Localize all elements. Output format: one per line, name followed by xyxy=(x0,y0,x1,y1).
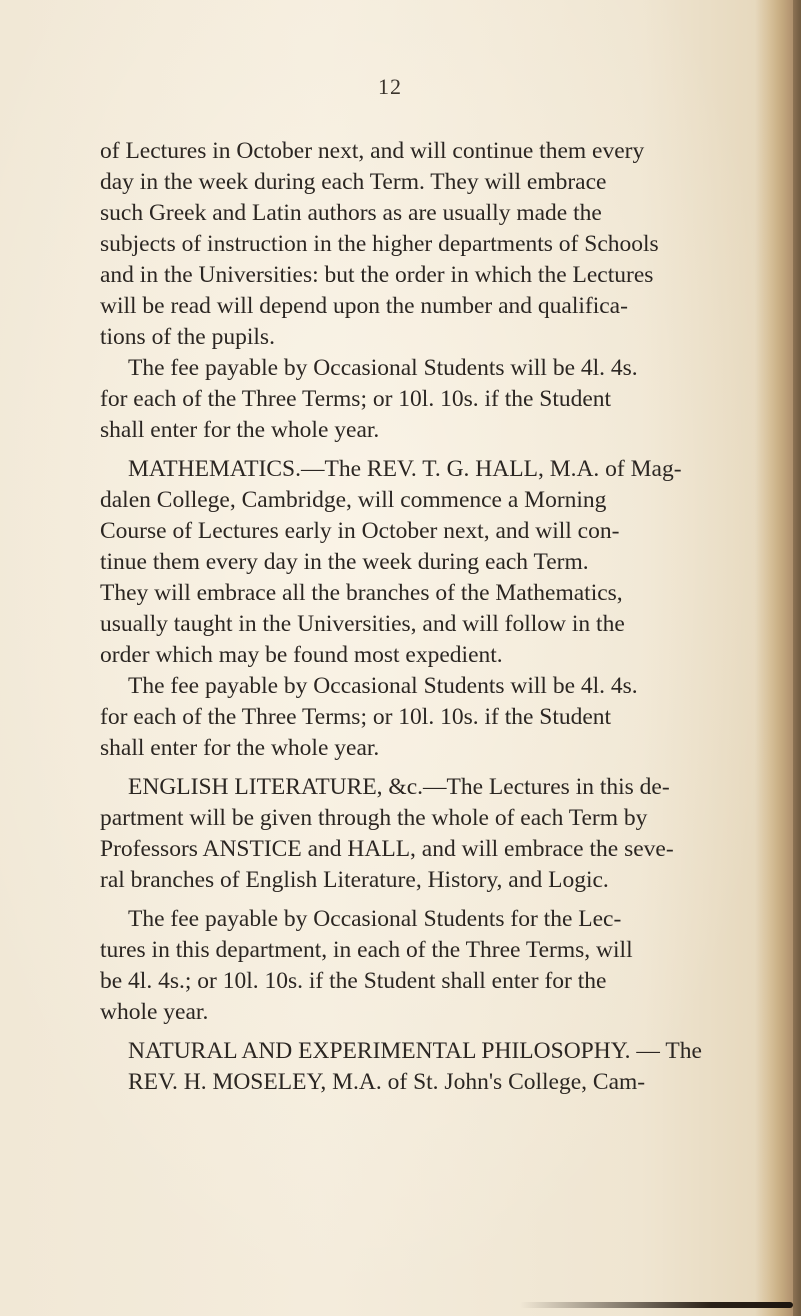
text-line: The fee payable by Occasional Students for the Lec- xyxy=(128,906,622,932)
text-line: for each of the Three Terms; or 10l. 10s. if the Student xyxy=(100,386,612,412)
text-line: They will embrace all the branches of the Mathematics, xyxy=(100,580,623,606)
text-line: order which may be found most expedient. xyxy=(100,642,503,668)
text-line: tures in this department, in each of the Three Terms, will xyxy=(100,937,633,963)
page-edge-binding xyxy=(793,0,801,1316)
text-line: The fee payable by Occasional Students will be 4l. 4s. xyxy=(128,673,638,699)
text-line: tinue them every day in the week during each Term. xyxy=(100,549,589,575)
text-line: subjects of instruction in the higher departments of Schools xyxy=(100,231,659,257)
text-line: shall enter for the whole year. xyxy=(100,735,380,761)
text-line: whole year. xyxy=(100,999,209,1025)
text-line: The fee payable by Occasional Students will be 4l. 4s. xyxy=(128,355,638,381)
text-line: usually taught in the Universities, and will follow in the xyxy=(100,611,625,637)
text-line: for each of the Three Terms; or 10l. 10s. if the Student xyxy=(100,704,612,730)
text-line: ral branches of English Literature, History, and Logic. xyxy=(100,867,609,893)
section-heading-mathematics: MATHEMATICS.—The REV. T. G. HALL, M.A. of Mag- xyxy=(128,456,682,482)
text-line: and in the Universities: but the order in which the Lectures xyxy=(100,262,654,288)
text-line: of Lectures in October next, and will continue them every xyxy=(100,138,645,164)
section-heading-english-literature: ENGLISH LITERATURE, &c.—The Lectures in this de- xyxy=(128,774,670,800)
section-heading-natural-philosophy: NATURAL AND EXPERIMENTAL PHILOSOPHY. — The xyxy=(128,1038,702,1064)
text-line: tions of the pupils. xyxy=(100,324,275,350)
text-line: shall enter for the whole year. xyxy=(100,417,380,443)
bottom-ink-rule xyxy=(520,1302,793,1308)
text-line: will be read will depend upon the number and qualifica- xyxy=(100,293,628,319)
text-line: be 4l. 4s.; or 10l. 10s. if the Student shall enter for the xyxy=(100,968,607,994)
text-line: partment will be given through the whole of each Term by xyxy=(100,805,648,831)
text-line: dalen College, Cambridge, will commence a Morning xyxy=(100,487,607,513)
text-line: such Greek and Latin authors as are usually made the xyxy=(100,200,602,226)
page-number: 12 xyxy=(378,74,402,99)
text-line: Course of Lectures early in October next, and will con- xyxy=(100,518,620,544)
text-line: REV. H. MOSELEY, M.A. of St. John's College, Cam- xyxy=(128,1069,646,1095)
text-line: Professors ANSTICE and HALL, and will embrace the seve- xyxy=(100,836,674,862)
text-line: day in the week during each Term. They will embrace xyxy=(100,169,607,195)
